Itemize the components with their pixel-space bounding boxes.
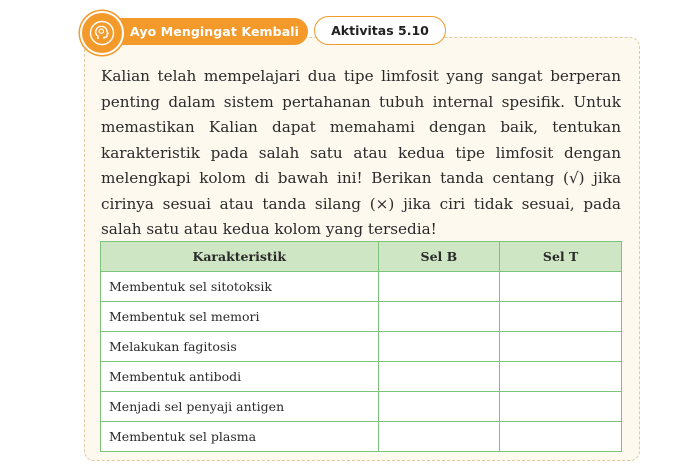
table-row	[101, 392, 622, 422]
sel-b-cell[interactable]	[378, 392, 500, 422]
section-label-pill	[108, 18, 308, 45]
table-header-row	[101, 242, 622, 272]
sel-b-cell[interactable]	[378, 302, 500, 332]
section-label: Ayo Mengingat Kembali	[130, 24, 299, 39]
header-sel-b: Sel B	[378, 242, 500, 272]
sel-t-cell[interactable]	[500, 422, 622, 452]
karakteristik-cell: Melakukan fagitosis	[101, 332, 379, 362]
karakteristik-cell: Membentuk antibodi	[101, 362, 379, 392]
header-karakteristik: Karakteristik	[101, 242, 379, 272]
activity-label-pill	[314, 16, 446, 45]
sel-t-cell[interactable]	[500, 302, 622, 332]
head-memory-icon-graphic	[89, 20, 115, 46]
sel-t-cell[interactable]	[500, 362, 622, 392]
sel-t-cell[interactable]	[500, 392, 622, 422]
karakteristik-cell: Menjadi sel penyaji antigen	[101, 392, 379, 422]
sel-b-cell[interactable]	[378, 422, 500, 452]
instruction-paragraph: Kalian telah mempelajari dua tipe limfosit yang sangat berperan penting dalam sistem pertahanan tubuh internal spesifik. Untuk memastikan Kalian dapat memahami dengan baik, tentukan karakteristik pada salah satu atau kedua tipe limfosit dengan melengkapi kolom di bawah ini! Berikan tanda centang (√) jika cirinya sesuai atau tanda silang (×) jika ciri tidak sesuai, pada salah satu atau kedua kolom yang tersedia!	[101, 67, 621, 238]
table-row	[101, 362, 622, 392]
activity-label: Aktivitas 5.10	[331, 23, 429, 38]
table-row	[101, 302, 622, 332]
karakteristik-cell: Membentuk sel sitotoksik	[101, 272, 379, 302]
characteristics-table	[100, 241, 622, 452]
sel-t-cell[interactable]	[500, 272, 622, 302]
head-memory-icon	[80, 11, 124, 55]
karakteristik-cell: Membentuk sel memori	[101, 302, 379, 332]
sel-t-cell[interactable]	[500, 332, 622, 362]
table-row	[101, 272, 622, 302]
sel-b-cell[interactable]	[378, 272, 500, 302]
sel-b-cell[interactable]	[378, 362, 500, 392]
table-row	[101, 332, 622, 362]
header-sel-t: Sel T	[500, 242, 622, 272]
sel-b-cell[interactable]	[378, 332, 500, 362]
karakteristik-cell: Membentuk sel plasma	[101, 422, 379, 452]
table-row	[101, 422, 622, 452]
